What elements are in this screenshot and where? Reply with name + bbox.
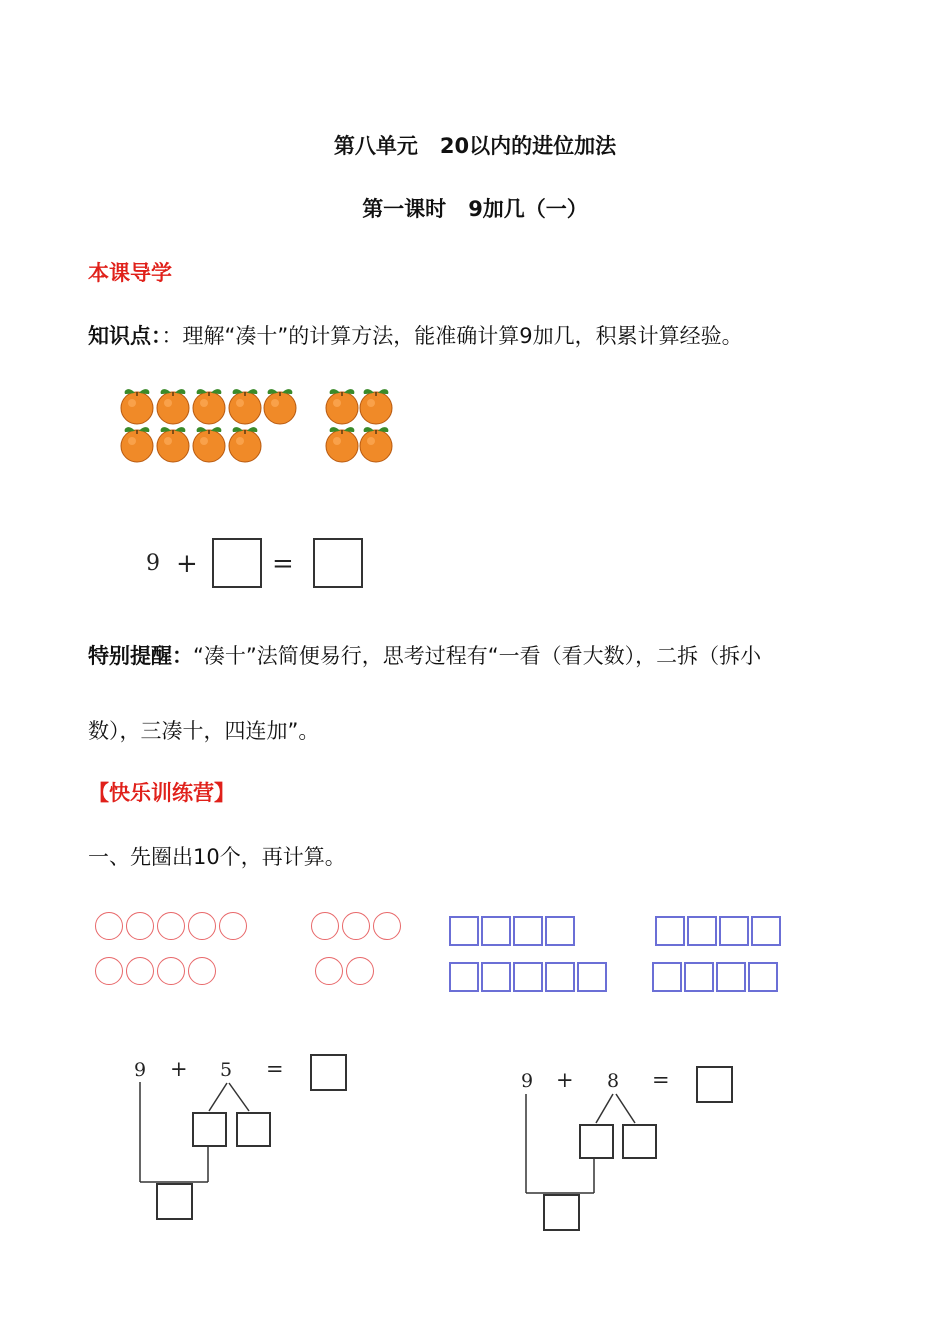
equation-plus-sign: + bbox=[176, 549, 198, 579]
tree-b-equals-sign: = bbox=[652, 1068, 670, 1092]
tree-b-ten-box[interactable] bbox=[543, 1194, 580, 1231]
reminder-label: 特别提醒： bbox=[88, 644, 193, 668]
reminder-text-1: “凑十”法简便易行，思考过程有“一看（看大数），二拆（拆小 bbox=[193, 644, 762, 668]
reminder-line-2: 数），三凑十，四连加”。 bbox=[88, 719, 320, 743]
lesson-title-lesson: 第一课时 bbox=[362, 197, 447, 221]
unit-title-unit: 第八单元 bbox=[333, 134, 418, 158]
lesson-title-topic: 9加几（一） bbox=[468, 197, 588, 221]
tree-b-right-number: 8 bbox=[607, 1070, 620, 1092]
question-1: 一、先圈出10个，再计算。 bbox=[88, 845, 346, 869]
unit-title-topic: 20以内的进位加法 bbox=[439, 134, 617, 158]
equation-equals-sign: = bbox=[272, 549, 294, 579]
tree-a-right-number: 5 bbox=[220, 1059, 233, 1081]
tree-b-split-box-right[interactable] bbox=[622, 1124, 657, 1159]
knowledge-text: ：理解“凑十”的计算方法，能准确计算9加几，积累计算经验。 bbox=[161, 324, 743, 348]
tree-b-split-box-left[interactable] bbox=[579, 1124, 614, 1159]
tree-b-plus-sign: + bbox=[556, 1068, 574, 1092]
tree-a-left-number: 9 bbox=[134, 1059, 147, 1081]
equation-left-number: 9 bbox=[146, 551, 160, 576]
knowledge-label: 知识点： bbox=[88, 324, 162, 348]
tree-b-left-number: 9 bbox=[521, 1070, 534, 1092]
tree-a-plus-sign: + bbox=[170, 1057, 188, 1081]
practice-heading: 【快乐训练营】 bbox=[88, 781, 235, 805]
guide-heading: 本课导学 bbox=[88, 261, 172, 285]
tree-a-equals-sign: = bbox=[266, 1057, 284, 1081]
